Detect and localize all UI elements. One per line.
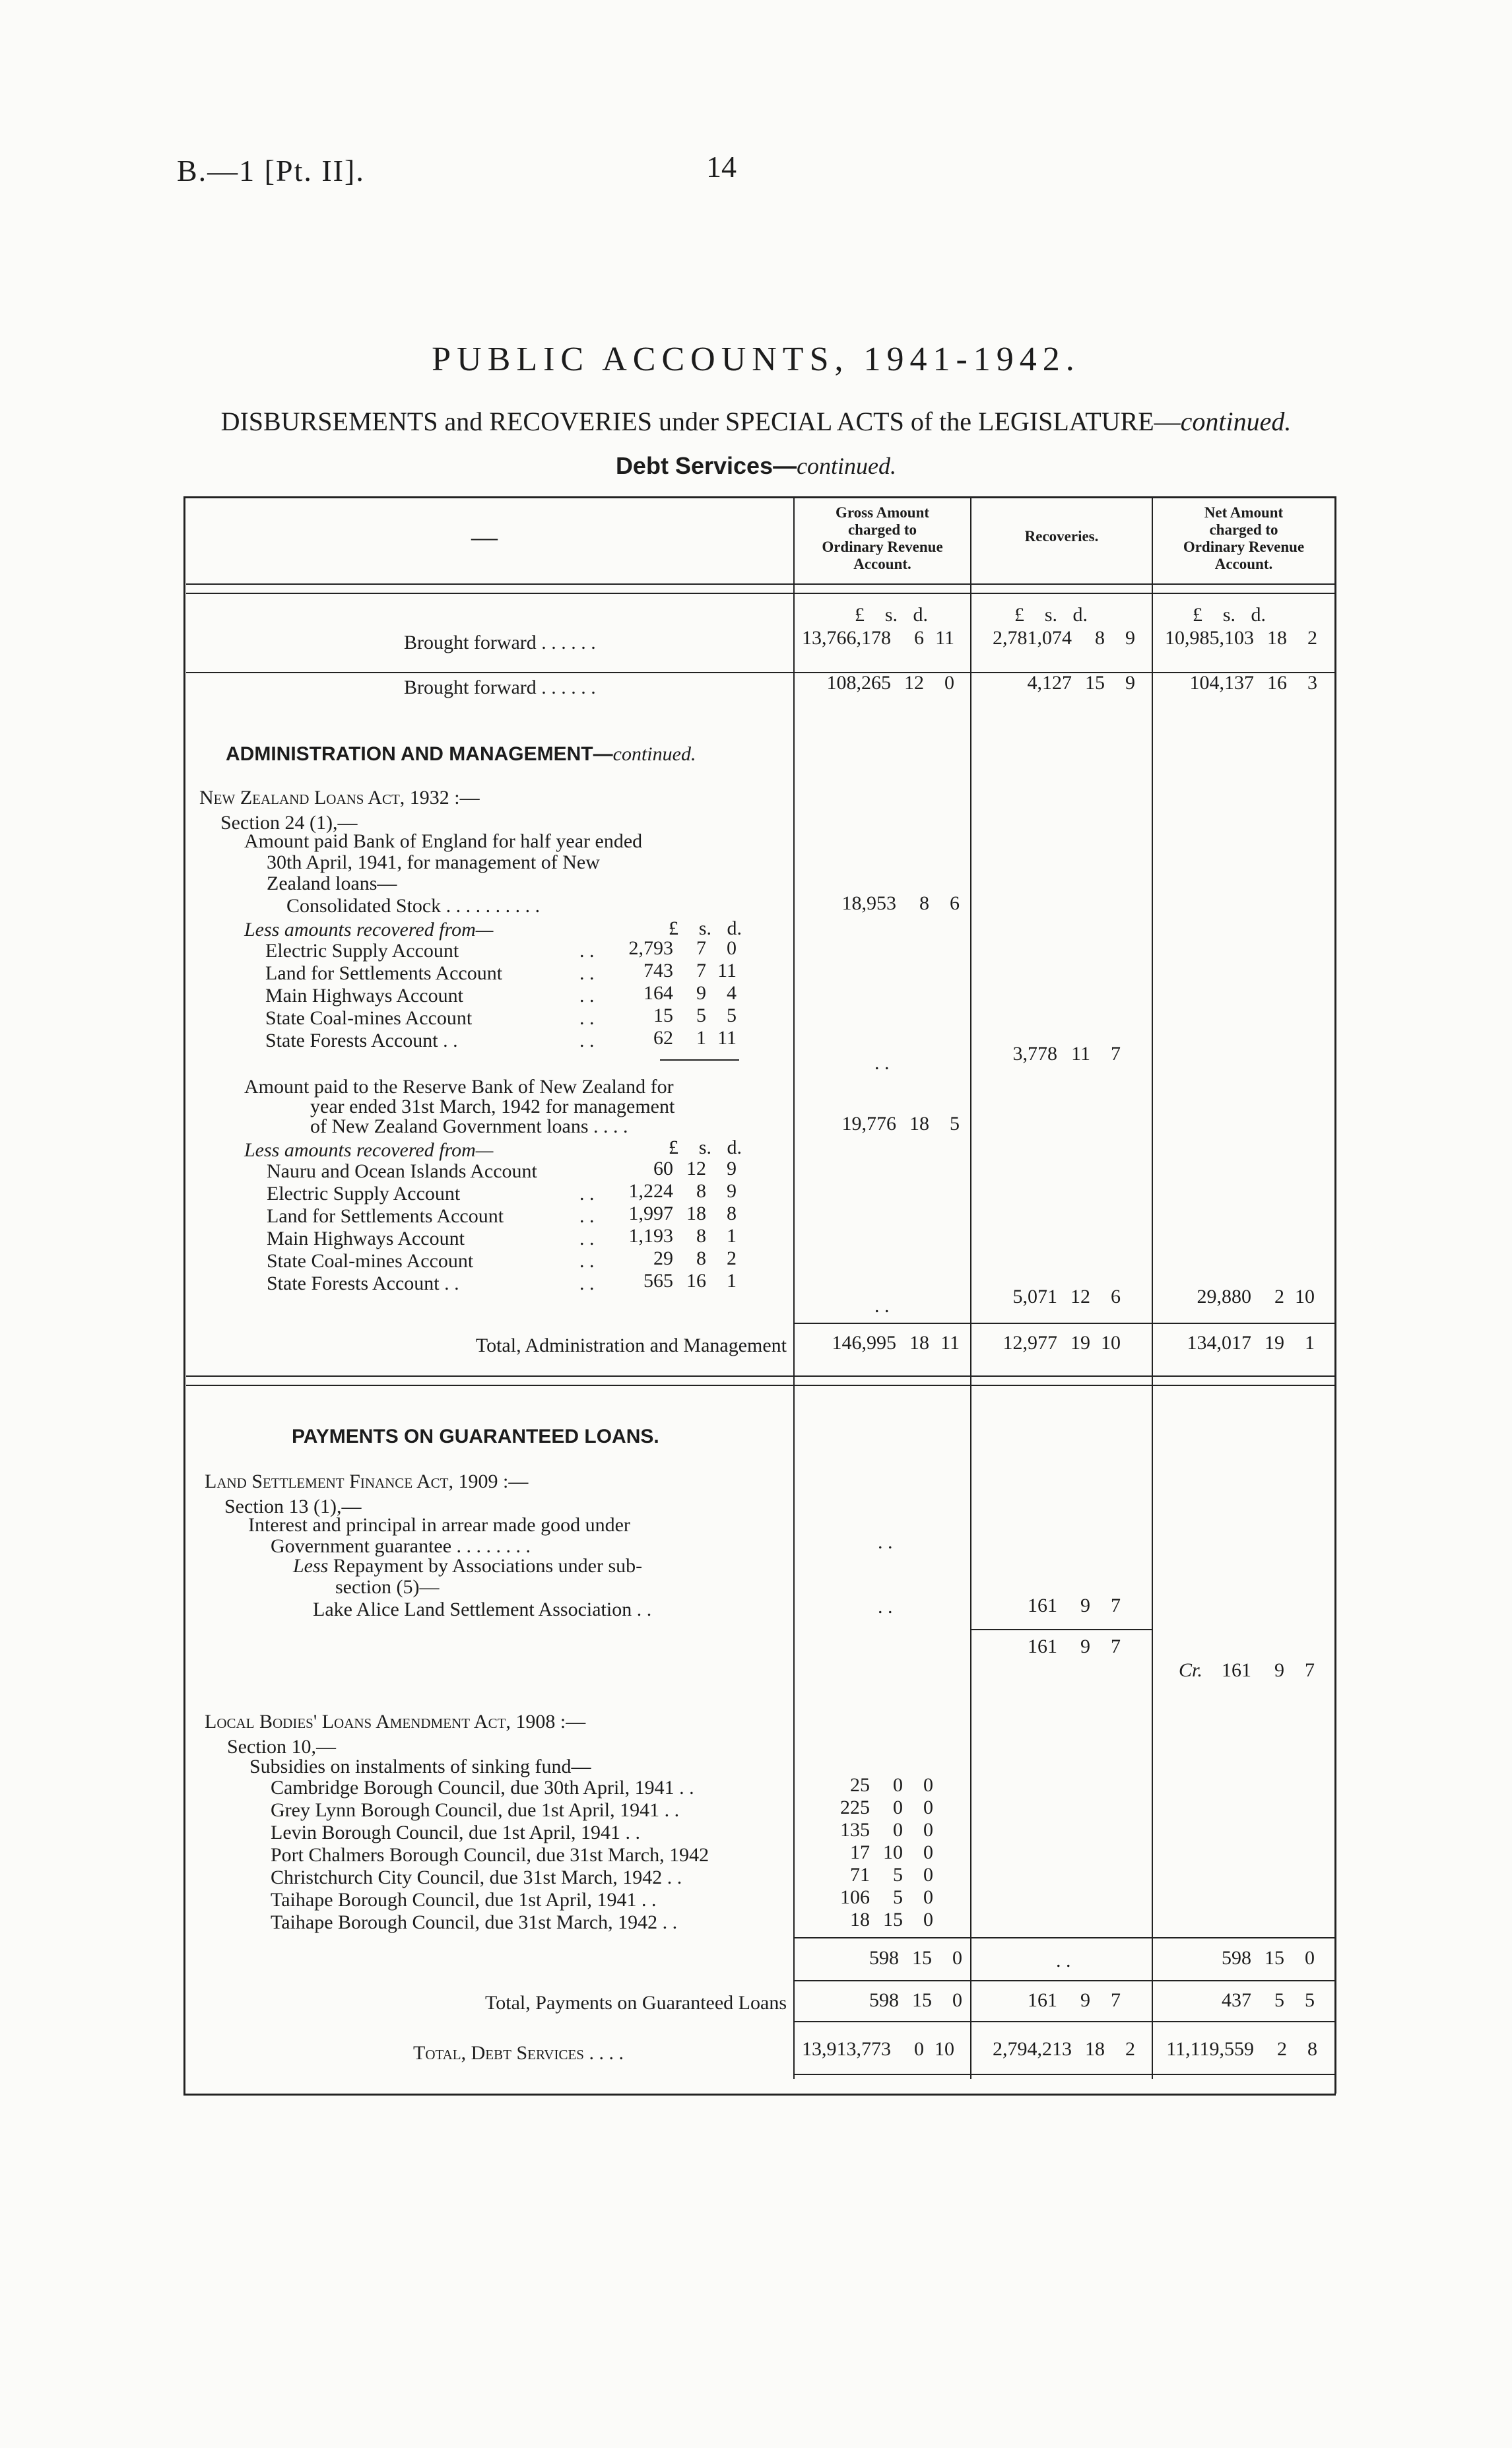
list-item-amount: 565 16 1 <box>643 1270 737 1292</box>
lake-alice-recoveries: 161 9 7 <box>1028 1595 1121 1616</box>
brought-forward-gross: 13,766,178 6 11 <box>802 627 954 649</box>
brought-forward-recoveries: 4,127 15 9 <box>1027 672 1135 694</box>
grand-total-gross: 13,913,773 0 10 <box>802 2038 954 2060</box>
list-item-amount: 17 10 0 <box>850 1841 933 1863</box>
list-item: Land for Settlements Account <box>267 1205 504 1227</box>
net-column-header: Net Amount charged to Ordinary Revenue Account. <box>1183 504 1305 572</box>
recovered1-gross: . . <box>874 1052 890 1074</box>
lake-alice-label: Lake Alice Land Settlement Association . . <box>313 1599 652 1620</box>
interest-amount: . . <box>878 1531 893 1553</box>
list-item-dots: . . <box>579 1273 595 1294</box>
brought-forward-net: 104,137 16 3 <box>1189 672 1317 694</box>
list-item: State Forests Account . . <box>267 1273 459 1294</box>
councils-total-net: 598 15 0 <box>1222 1947 1315 1969</box>
section-subheading: Debt Services—continued. <box>615 452 897 479</box>
subsidies-label: Subsidies on instalments of sinking fund— <box>249 1756 591 1777</box>
local-bodies-act: Local Bodies' Loans Amendment Act, 1908 :— <box>205 1711 586 1733</box>
page-number: 14 <box>706 150 737 183</box>
recovered2-gross: . . <box>874 1295 890 1317</box>
land-settlement-act: Land Settlement Finance Act, 1909 :— <box>205 1471 529 1492</box>
list-item-amount: 164 9 4 <box>643 982 737 1004</box>
list-item-amount: 71 5 0 <box>850 1864 933 1886</box>
grand-total-net: 11,119,559 2 8 <box>1166 2038 1317 2060</box>
guaranteed-heading: PAYMENTS ON GUARANTEED LOANS. <box>292 1426 659 1447</box>
document-reference: B.—1 [Pt. II]. <box>177 154 365 187</box>
brought-forward-gross: 108,265 12 0 <box>826 672 954 694</box>
grand-total-recoveries: 2,794,213 18 2 <box>993 2038 1135 2060</box>
recoveries-units: £ s. d. <box>1014 604 1088 626</box>
list-item: Electric Supply Account <box>267 1183 461 1205</box>
list-item-amount: 18 15 0 <box>850 1909 933 1931</box>
list-item-dots: . . <box>579 1183 595 1205</box>
list-item: State Coal-mines Account <box>265 1007 473 1029</box>
guaranteed-total-gross: 598 15 0 <box>869 1989 962 2011</box>
list-item-amount: 225 0 0 <box>840 1797 933 1818</box>
list-item: Taihape Borough Council, due 31st March, 1942 . . <box>271 1911 678 1933</box>
admin-total-recoveries: 12,977 19 10 <box>1003 1332 1121 1354</box>
item1-line-1: Amount paid Bank of England for half year ended <box>244 830 643 852</box>
item2-line-1: Amount paid to the Reserve Bank of New Zealand for <box>244 1076 674 1098</box>
list-item-dots: . . <box>579 940 595 962</box>
list-item-dots: . . <box>579 1205 595 1227</box>
brought-forward-net: 10,985,103 18 2 <box>1165 627 1317 649</box>
recovered2-total: 5,071 12 6 <box>1012 1286 1121 1307</box>
subtotal-net-prefix: Cr. <box>1179 1659 1202 1681</box>
list-item: Port Chalmers Borough Council, due 31st March, 1942 <box>271 1844 709 1866</box>
brought-forward-label: Brought forward . . . . . . <box>404 632 596 653</box>
description-column-header: — <box>471 522 498 552</box>
list-item: Cambridge Borough Council, due 30th April, 1941 . . <box>271 1777 694 1799</box>
list-item-amount: 743 7 11 <box>643 960 737 981</box>
page-subtitle: DISBURSEMENTS and RECOVERIES under SPECIAL ACTS of the LEGISLATURE—continued. <box>220 407 1292 436</box>
subtotal-net: 161 9 7 <box>1222 1659 1315 1681</box>
list-item: Land for Settlements Account <box>265 962 503 984</box>
gross-units: £ s. d. <box>855 604 928 626</box>
list-item: Main Highways Account <box>267 1228 465 1249</box>
list-item: Grey Lynn Borough Council, due 1st April, 1941 . . <box>271 1799 680 1821</box>
admin-heading: ADMINISTRATION AND MANAGEMENT—continued. <box>226 743 696 765</box>
guaranteed-total-net: 437 5 5 <box>1222 1989 1315 2011</box>
item2-line-3: of New Zealand Government loans . . . . <box>310 1115 628 1137</box>
list-item-amount: 60 12 9 <box>653 1158 737 1179</box>
admin-section: Section 24 (1),— <box>220 812 358 834</box>
list-item-amount: 1,224 8 9 <box>628 1180 737 1202</box>
list-item: Electric Supply Account <box>265 940 459 962</box>
councils-total-gross: 598 15 0 <box>869 1947 962 1969</box>
admin-total-net: 134,017 19 1 <box>1187 1332 1315 1354</box>
list-item-amount: 106 5 0 <box>840 1886 933 1908</box>
list-item-amount: 15 5 5 <box>653 1005 737 1026</box>
less-repayment-line-1: Less Repayment by Associations under sub- <box>293 1555 643 1577</box>
list-item-dots: . . <box>579 1030 595 1051</box>
interest-line-2: Government guarantee . . . . . . . . <box>271 1535 531 1557</box>
item2-line-2: year ended 31st March, 1942 for management <box>310 1096 675 1117</box>
recoveries-column-header: Recoveries. <box>1024 528 1099 545</box>
list-item-amount: 29 8 2 <box>653 1247 737 1269</box>
list-item-dots: . . <box>579 1250 595 1272</box>
list-item-amount: 135 0 0 <box>840 1819 933 1841</box>
gross-column-header: Gross Amount charged to Ordinary Revenue Account. <box>822 504 943 572</box>
list-item: Main Highways Account <box>265 985 463 1007</box>
guaranteed-total-recoveries: 161 9 7 <box>1028 1989 1121 2011</box>
subtotal-recoveries: 161 9 7 <box>1028 1636 1121 1657</box>
list-item: Taihape Borough Council, due 1st April, 1941 . . <box>271 1889 657 1911</box>
less-recovered-label: Less amounts recovered from— <box>244 1139 494 1161</box>
guaranteed-total-label: Total, Payments on Guaranteed Loans <box>485 1992 787 2014</box>
admin-total-label: Total, Administration and Management <box>475 1335 787 1356</box>
less-recovered-units: £ s. d. <box>669 1137 742 1158</box>
list-item: State Coal-mines Account <box>267 1250 474 1272</box>
admin-total-gross: 146,995 18 11 <box>832 1332 960 1354</box>
nz-loans-act: New Zealand Loans Act, 1932 :— <box>199 787 480 809</box>
list-item-dots: . . <box>579 1228 595 1249</box>
list-item: Levin Borough Council, due 1st April, 1941 . . <box>271 1822 640 1843</box>
list-item-dots: . . <box>579 962 595 984</box>
councils-total-recoveries: . . <box>1056 1950 1071 1971</box>
list-item-amount: 62 1 11 <box>653 1027 737 1049</box>
list-item: Nauru and Ocean Islands Account <box>267 1160 537 1182</box>
guaranteed-section-1: Section 13 (1),— <box>224 1496 362 1517</box>
list-item-amount: 1,193 8 1 <box>628 1225 737 1247</box>
recovered2-net: 29,880 2 10 <box>1197 1286 1315 1307</box>
list-item-dots: . . <box>579 985 595 1007</box>
brought-forward-recoveries: 2,781,074 8 9 <box>993 627 1135 649</box>
item1-line-3: Zealand loans— <box>267 873 397 894</box>
lake-alice-gross: . . <box>878 1596 893 1618</box>
net-units: £ s. d. <box>1193 604 1266 626</box>
recovered1-total: 3,778 11 7 <box>1012 1043 1121 1065</box>
guaranteed-section-2: Section 10,— <box>227 1736 336 1758</box>
list-item-dots: . . <box>579 1007 595 1029</box>
list-item-amount: 2,793 7 0 <box>628 937 737 959</box>
less-recovered-units: £ s. d. <box>669 917 742 939</box>
list-item: State Forests Account . . <box>265 1030 458 1051</box>
brought-forward-label: Brought forward . . . . . . <box>404 677 596 698</box>
grand-total-label: Total, Debt Services . . . . <box>413 2042 624 2064</box>
list-item-amount: 25 0 0 <box>850 1774 933 1796</box>
interest-line-1: Interest and principal in arrear made good under <box>248 1514 630 1536</box>
item2-amount: 19,776 18 5 <box>841 1113 960 1135</box>
item1-line-2: 30th April, 1941, for management of New <box>267 851 600 873</box>
list-item: Christchurch City Council, due 31st March, 1942 . . <box>271 1867 682 1888</box>
consolidated-stock-label: Consolidated Stock . . . . . . . . . . <box>286 895 541 917</box>
page-title: PUBLIC ACCOUNTS, 1941-1942. <box>432 341 1080 378</box>
list-item-amount: 1,997 18 8 <box>628 1203 737 1224</box>
consolidated-stock-amount: 18,953 8 6 <box>841 892 960 914</box>
less-repayment-line-2: section (5)— <box>335 1576 440 1598</box>
less-recovered-label: Less amounts recovered from— <box>244 919 494 941</box>
